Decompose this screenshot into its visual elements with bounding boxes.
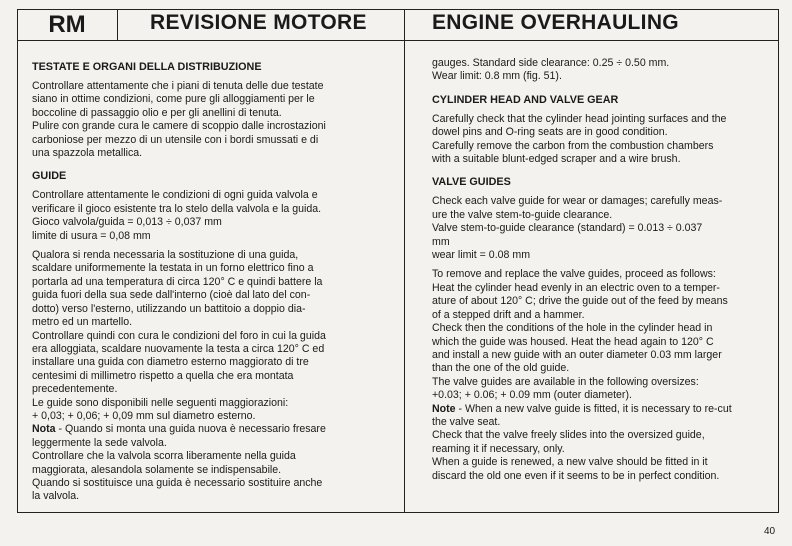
heading-guide: GUIDE — [32, 170, 67, 183]
note-text-rest: leggermente la sede valvola. — [32, 436, 167, 449]
note-label: Nota — [32, 423, 56, 436]
paragraph: Controllare che la valvola scorra liberamente nella guida maggiorata, alesandola solamente se indispensabile. — [32, 450, 296, 476]
note-text: - When a new valve guide is fitted, it is necessary to re-cut — [455, 402, 732, 415]
paragraph: Check each valve guide for wear or damages; carefully meas- ure the valve stem-to-guide clearance. Valve stem-to-guide clearance (standard) = 0.013 ÷ 0.037 mm wear limit = 0.08 mm — [432, 195, 723, 262]
note-text: - Quando si monta una guida nuova è necessario fresare — [55, 423, 326, 436]
paragraph: Controllare attentamente le condizioni di ogni guida valvola e verificare il gioco esistente tra lo stelo della valvola e la guida. Gioco valvola/guida = 0,013 ÷ 0,037 mm limite di usura = 0,08 mm — [32, 189, 322, 242]
title-english: ENGINE OVERHAULING — [432, 11, 679, 34]
header-rule — [17, 40, 779, 41]
heading-cylinder-head: CYLINDER HEAD AND VALVE GEAR — [432, 93, 619, 106]
heading-valve-guides: VALVE GUIDES — [432, 176, 511, 189]
column-divider — [404, 9, 405, 513]
paragraph: When a guide is renewed, a new valve should be fitted in it discard the old one even if it seems to be in perfect condition. — [432, 456, 720, 482]
paragraph: Carefully check that the cylinder head jointing surfaces and the dowel pins and O-ring seats are in good condition. Carefully remove the carbon from the combustion chambers with a suitable blunt-edged scraper and a wire brush. — [432, 112, 727, 166]
paragraph: Qualora si renda necessaria la sostituzione di una guida, scaldare uniformemente la testata in un forno elettrico fino a portarla ad una temperatura di circa 120° C e quindi battere la guida fuori della sua sede dall'interno (cioè dal lato del con- dotto) verso l'esterno, utilizzando un battitoio a doppio dia- metro ed un martello. — [32, 249, 323, 329]
note-paragraph — [432, 403, 762, 430]
paragraph: Quando si sostituisce una guida è necessario sostituire anche la valvola. — [32, 476, 323, 503]
paragraph: Check that the valve freely slides into the oversized guide, reaming it if necessary, only. — [432, 429, 705, 455]
note-paragraph — [32, 423, 394, 450]
title-italian: REVISIONE MOTORE — [150, 11, 367, 34]
heading-testate: TESTATE E ORGANI DELLA DISTRIBUZIONE — [32, 61, 262, 73]
paragraph: Check then the conditions of the hole in the cylinder head in which the guide was housed. Heat the head again to 120° C and install a new guide with an outer diameter 0.03 mm larger than the one of the old guide. — [432, 322, 722, 375]
italian-column — [32, 60, 394, 504]
model-label: RM — [17, 9, 118, 41]
paragraph: Pulire con grande cura le camere di scoppio dalle incrostazioni carboniose per mezzo di un utensile con i bordi smussati e di una spazzola metallica. — [32, 120, 326, 160]
english-column — [432, 57, 762, 483]
paragraph: Controllare quindi con cura le condizioni del foro in cui la guida era alloggiata, scaldare nuovamente la testa a circa 120° C ed installare una guida con diametro esterno maggiorato di tre centesimi di millimetro rispetto a quella che era montata precedentemente. — [32, 329, 326, 396]
paragraph: Controllare attentamente che i piani di tenuta delle due testate siano in ottime condizioni, come pure gli alloggiamenti per le boccoline di passaggio olio e per gli anellini di tenuta. — [32, 80, 324, 119]
note-text-rest: the valve seat. — [432, 415, 501, 428]
paragraph: To remove and replace the valve guides, proceed as follows: Heat the cylinder head evenly in an electric oven to a temper- ature of about 120° C; drive the guide out of the feed by means of a stepped drift and a hammer. — [432, 268, 728, 321]
paragraph: gauges. Standard side clearance: 0.25 ÷ 0.50 mm. Wear limit: 0.8 mm (fig. 51). — [432, 57, 670, 83]
note-label: Note — [432, 402, 456, 415]
page-number: 40 — [764, 526, 776, 537]
paragraph: Le guide sono disponibili nelle seguenti maggiorazioni: + 0,03; + 0,06; + 0,09 mm sul diametro esterno. — [32, 396, 289, 422]
paragraph: The valve guides are available in the following oversizes: +0.03; + 0.06; + 0.09 mm (outer diameter). — [432, 375, 699, 402]
